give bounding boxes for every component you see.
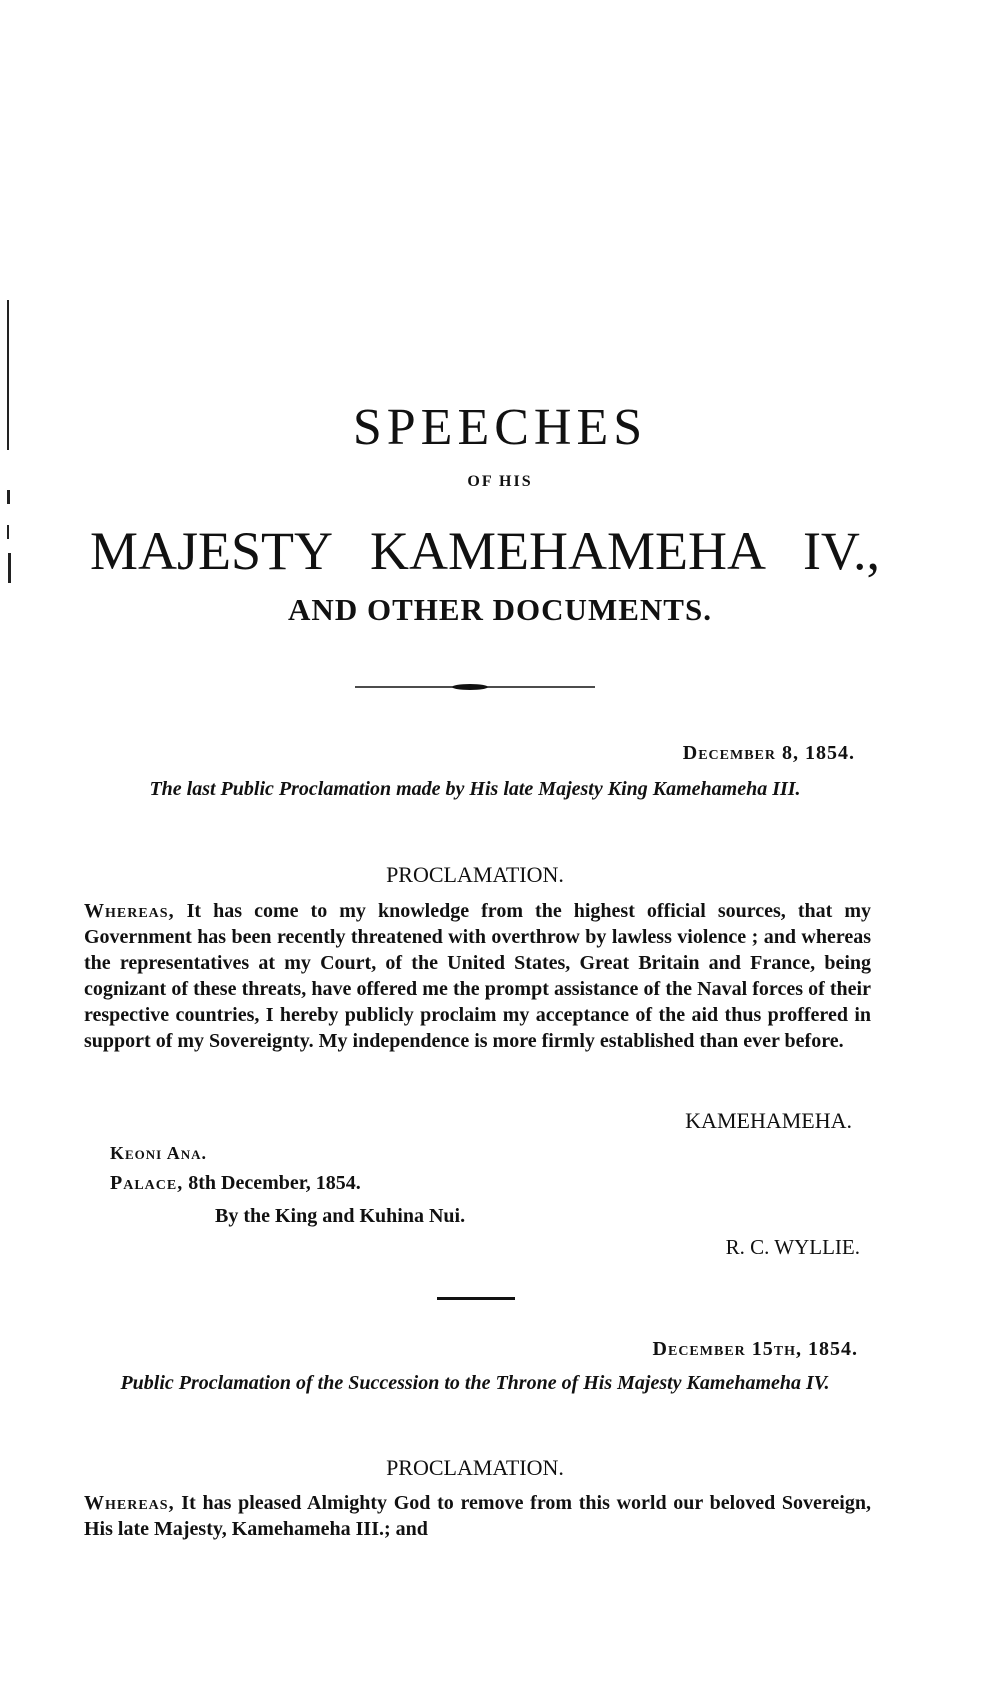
section2-caption: Public Proclamation of the Succession to the Throne of His Majesty Kamehameha IV.: [120, 1372, 830, 1394]
signature-kamehameha: KAMEHAMEHA.: [685, 1108, 852, 1133]
signature-wyllie: R. C. WYLLIE.: [725, 1235, 860, 1259]
section2-body: [84, 1490, 871, 1542]
title-majesty-line: [90, 520, 880, 582]
title-of-his: OF HIS: [467, 473, 533, 490]
margin-mark: [8, 553, 11, 583]
section1-heading: PROCLAMATION.: [386, 862, 564, 887]
whereas-lead: Whereas,: [84, 1492, 175, 1514]
title-other-documents: AND OTHER DOCUMENTS.: [288, 592, 712, 627]
section1-date: December 8, 1854.: [682, 742, 855, 764]
ornament-divider: [355, 684, 595, 690]
section2-date: December 15th, 1854.: [652, 1338, 858, 1360]
margin-mark: [7, 490, 10, 504]
title-word: MAJESTY: [90, 521, 334, 581]
title-word: IV.,: [802, 521, 880, 581]
section2-heading: PROCLAMATION.: [386, 1455, 564, 1480]
title-speeches: SPEECHES: [352, 399, 648, 456]
place-label: Palace,: [110, 1172, 184, 1194]
section1-caption: The last Public Proclamation made by His late Majesty King Kamehameha III.: [149, 778, 801, 800]
title-word: KAMEHAMEHA: [370, 521, 766, 581]
countersign-keoni-ana: Keoni Ana.: [110, 1143, 208, 1163]
section1-body-text: It has come to my knowledge from the highest official sources, that my Government has been recently threatened with overthrow by lawless violence ; and whereas the representatives at my Court, of the United States, Great Britain and France, being cognizant of these threats, have offered me the prompt assistance of the Naval forces of their respective countries, I hereby publicly proclaim my acceptance of the aid thus proffered in support of my Sovereignty. My independence is more firmly established than ever before.: [84, 900, 872, 1052]
place-date: [110, 1172, 361, 1195]
place-date-text: 8th December, 1854.: [188, 1172, 361, 1194]
margin-mark: [7, 525, 9, 539]
whereas-lead: Whereas,: [84, 900, 175, 922]
by-the-king-line: By the King and Kuhina Nui.: [215, 1205, 466, 1227]
section-divider: [437, 1297, 515, 1300]
section2-body-text: It has pleased Almighty God to remove from this world our beloved Sovereign, His late Majesty, Kamehameha III.; and: [84, 1492, 871, 1540]
section1-body: [84, 898, 871, 1054]
